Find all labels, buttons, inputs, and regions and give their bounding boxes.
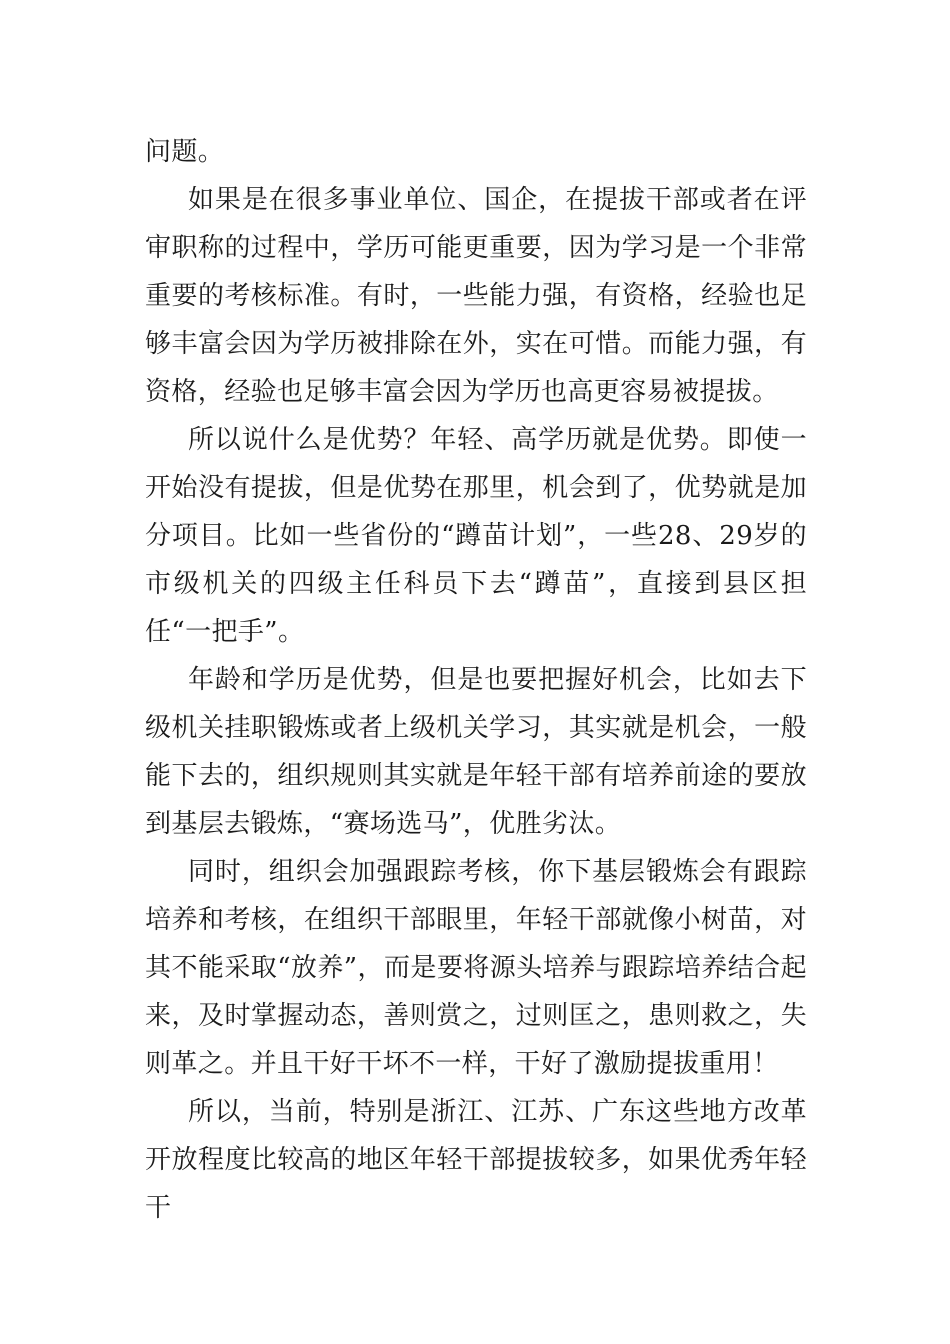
article-body <box>145 128 807 1232</box>
paragraph-education-importance: 如果是在很多事业单位、国企，在提拔干部或者在评审职称的过程中，学历可能更重要，因为学习是一个非常重要的考核标准。有时，一些能力强，有资格，经验也足够丰富会因为学历被排除在外，实在可惜。而能力强，有资格，经验也足够丰富会因为学历也高更容易被提拔。 <box>145 185 807 407</box>
paragraph-opportunity: 年龄和学历是优势，但是也要把握好机会，比如去下级机关挂职锻炼或者上级机关学习，其实就是机会，一般能下去的，组织规则其实就是年轻干部有培养前途的要放到基层去锻炼，“赛场选马”，优胜劣汰。 <box>145 665 807 839</box>
paragraph-regional-promotion: 所以，当前，特别是浙江、江苏、广东这些地方改革开放程度比较高的地区年轻干部提拔较多，如果优秀年轻干 <box>145 1097 807 1223</box>
paragraph-tracking-assessment: 同时，组织会加强跟踪考核，你下基层锻炼会有跟踪培养和考核，在组织干部眼里，年轻干部就像小树苗，对其不能采取“放养”，而是要将源头培养与跟踪培养结合起来，及时掌握动态，善则赏之，过则匡之，患则救之，失则革之。并且干好干坏不一样，干好了激励提拔重用！ <box>145 857 807 1079</box>
paragraph-advantages: 所以说什么是优势？年轻、高学历就是优势。即使一开始没有提拔，但是优势在那里，机会到了，优势就是加分项目。比如一些省份的“蹲苗计划”，一些28、29岁的市级机关的四级主任科员下去“蹲苗”，直接到县区担任“一把手”。 <box>145 425 807 647</box>
paragraph-continuation: 问题。 <box>145 137 225 167</box>
